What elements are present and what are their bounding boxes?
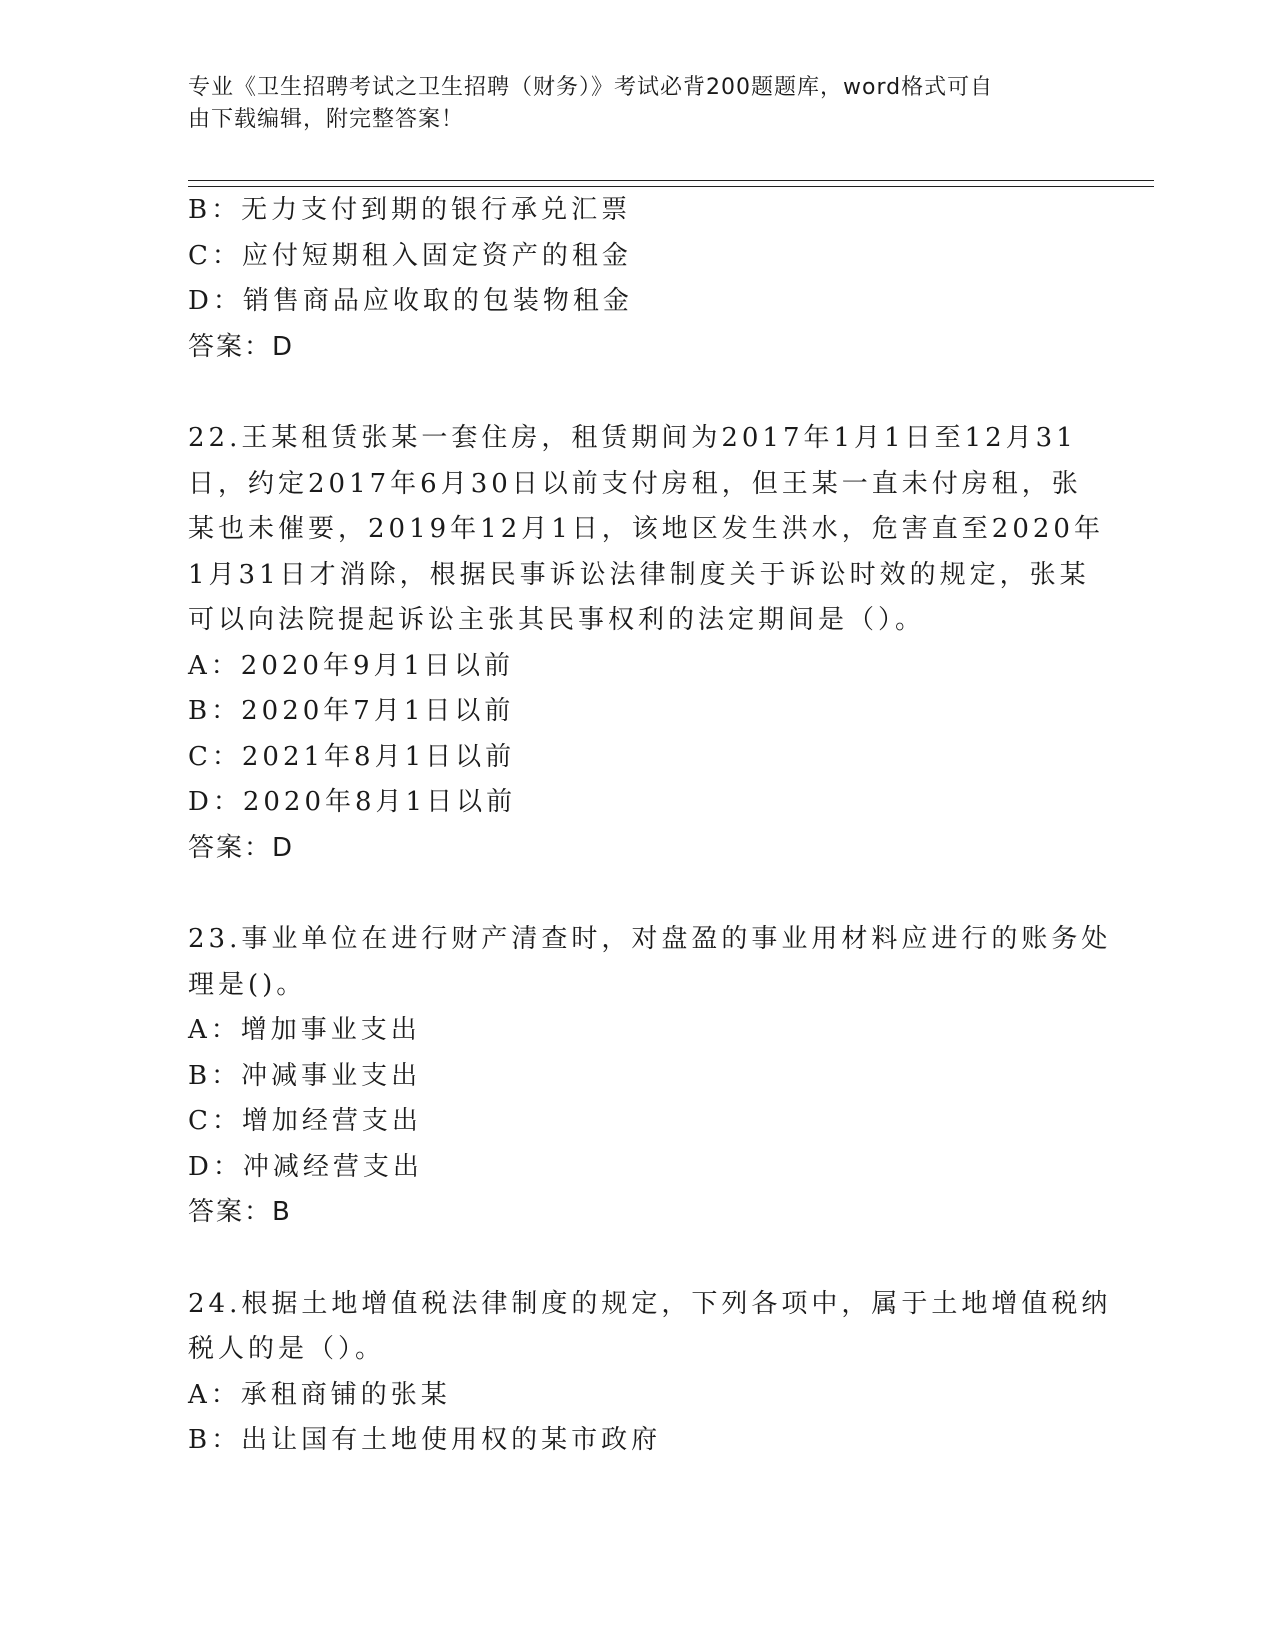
spacer [188, 871, 1068, 917]
spacer [188, 1236, 1068, 1282]
question-text-line: 23.事业单位在进行财产清查时，对盘盈的事业用材料应进行的账务处 [188, 924, 1112, 954]
answer-line: 答案：D [188, 331, 295, 362]
header-line-2: 由下载编辑，附完整答案！ [188, 107, 465, 132]
prev-question [188, 188, 1068, 370]
question-23 [188, 917, 1112, 1236]
option-d: D：2020年8月1日以前 [188, 787, 517, 817]
question-text-line: 某也未催要，2019年12月1日，该地区发生洪水，危害直至2020年 [188, 514, 1104, 544]
question-text-line: 税人的是（）。 [188, 1334, 386, 1364]
option-c: C：应付短期租入固定资产的租金 [188, 240, 632, 271]
header-divider-bottom [188, 186, 1154, 187]
question-22 [188, 416, 1104, 871]
question-text-line: 可以向法院提起诉讼主张其民事权利的法定期间是（）。 [188, 605, 926, 635]
option-d: D：销售商品应收取的包装物租金 [188, 286, 633, 316]
option-a: A：增加事业支出 [188, 1015, 421, 1045]
question-24 [188, 1282, 1112, 1464]
option-b: B：2020年7月1日以前 [188, 696, 515, 726]
question-text-line: 1月31日才消除，根据民事诉讼法律制度关于诉讼时效的规定，张某 [188, 559, 1090, 590]
document-header [188, 72, 1068, 136]
option-d: D：冲减经营支出 [188, 1151, 423, 1182]
option-c: C：增加经营支出 [188, 1106, 422, 1136]
option-b: B：出让国有土地使用权的某市政府 [188, 1425, 662, 1455]
document-body [188, 188, 1112, 1464]
option-a: A：2020年9月1日以前 [188, 650, 515, 681]
option-b: B：冲减事业支出 [188, 1060, 422, 1091]
question-text-line: 日，约定2017年6月30日以前支付房租，但王某一直未付房租，张 [188, 468, 1082, 499]
option-a: A：承租商铺的张某 [188, 1379, 451, 1410]
option-c: C：2021年8月1日以前 [188, 741, 516, 772]
answer-line: 答案：D [188, 832, 295, 863]
header-line-1: 专业《卫生招聘考试之卫生招聘（财务）》考试必背200题题库，word格式可自 [188, 75, 994, 100]
option-b: B：无力支付到期的银行承兑汇票 [188, 195, 632, 225]
question-text-line: 24.根据土地增值税法律制度的规定，下列各项中，属于土地增值税纳 [188, 1288, 1112, 1319]
answer-line: 答案：B [188, 1197, 292, 1227]
spacer [188, 370, 1068, 416]
header-divider-top [188, 180, 1154, 181]
question-text-line: 22.王某租赁张某一套住房，租赁期间为2017年1月1日至12月31 [188, 423, 1077, 453]
question-text-line: 理是()。 [188, 969, 307, 1000]
